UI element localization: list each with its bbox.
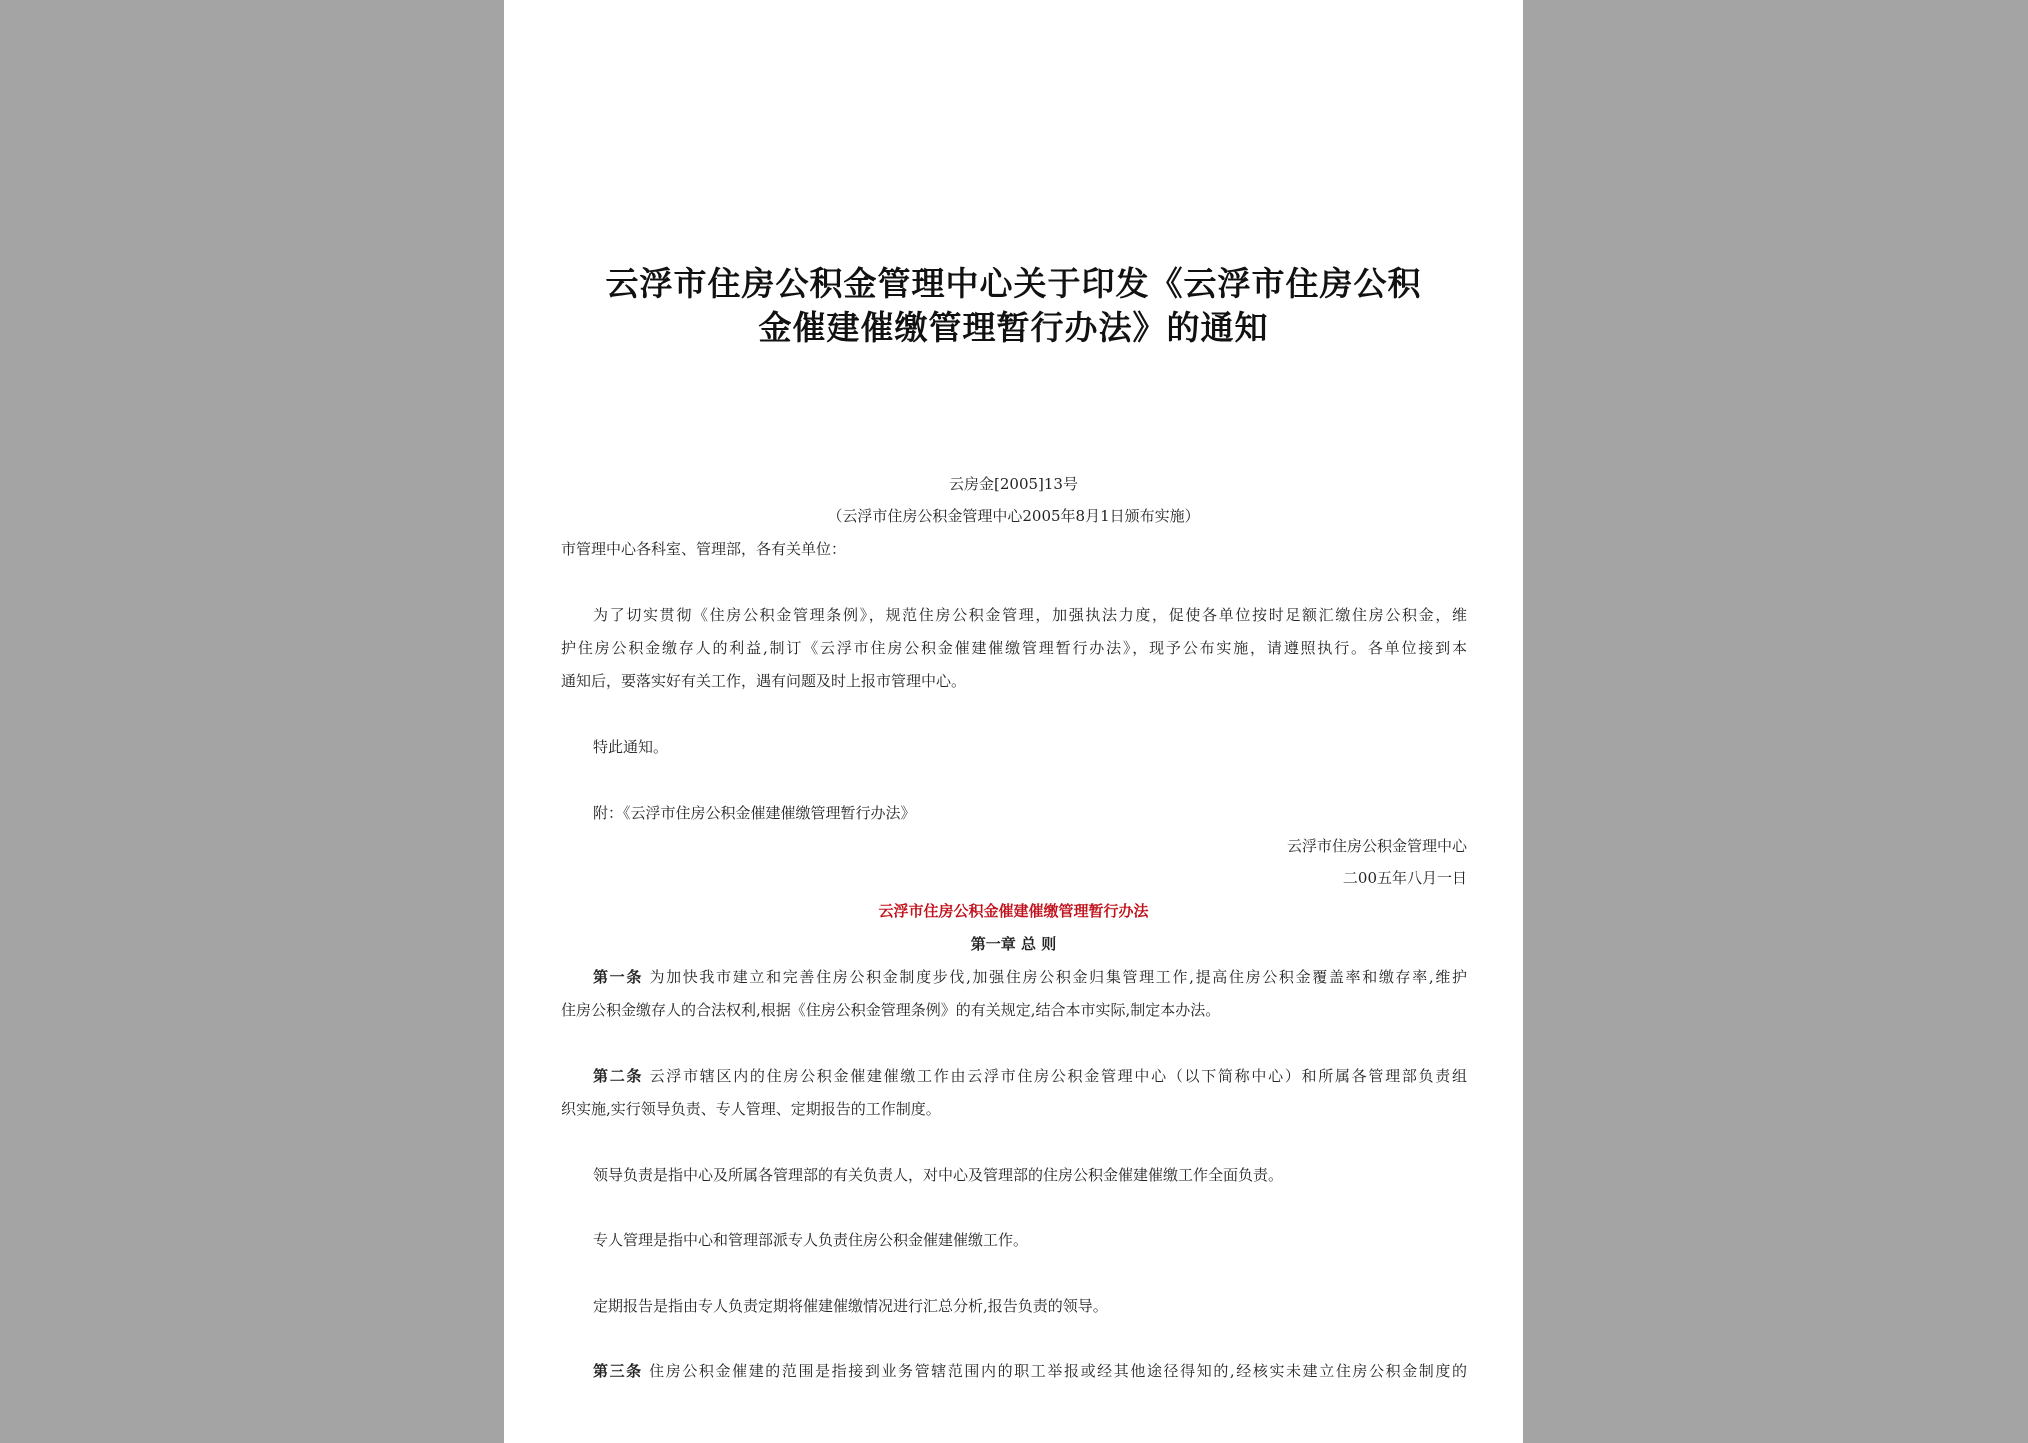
article-1-line-2: 住房公积金缴存人的合法权利,根据《住房公积金管理条例》的有关规定,结合本市实际,制定本办法。	[561, 1001, 1221, 1019]
article-2-line-2: 织实施,实行领导负责、专人管理、定期报告的工作制度。	[561, 1100, 941, 1118]
salutation: 市管理中心各科室、管理部，各有关单位：	[561, 540, 847, 558]
staff-management: 专人管理是指中心和管理部派专人负责住房公积金催建催缴工作。	[593, 1231, 1029, 1249]
article-3-line-1	[593, 1362, 1467, 1380]
body-p1-line-1: 为了切实贯彻《住房公积金管理条例》，规范住房公积金管理，加强执法力度，促使各单位按时足额汇缴住房公积金，维	[593, 606, 1467, 624]
doc-number: 云房金[2005]13号	[949, 475, 1078, 493]
article-3-text: 住房公积金催建的范围是指接到业务管辖范围内的职工举报或经其他途径得知的,经核实未建立住房公积金制度的	[649, 1362, 1467, 1380]
article-1-line-1	[593, 968, 1467, 986]
article-1-label: 第一条	[593, 968, 643, 986]
document-title	[554, 262, 1473, 350]
body-p1-line-2: 护住房公积金缴存人的利益,制订《云浮市住房公积金催建催缴管理暂行办法》，现予公布实施，请遵照执行。各单位接到本	[561, 639, 1467, 657]
issue-note: （云浮市住房公积金管理中心2005年8月1日颁布实施）	[827, 507, 1200, 525]
attachment-note: 附：《云浮市住房公积金催建催缴管理暂行办法》	[593, 804, 916, 822]
issue-date: 二00五年八月一日	[1342, 869, 1467, 887]
regulation-title: 云浮市住房公积金催建催缴管理暂行办法	[878, 902, 1149, 920]
special-notice: 特此通知。	[593, 738, 669, 756]
title-line-2: 金催建催缴管理暂行办法》的通知	[758, 308, 1269, 347]
title-line-1: 云浮市住房公积金管理中心关于印发《云浮市住房公积	[605, 264, 1422, 303]
article-2-text: 云浮市辖区内的住房公积金催建催缴工作由云浮市住房公积金管理中心（以下简称中心）和所属各管理部负责组	[649, 1067, 1467, 1085]
leader-responsibility: 领导负责是指中心及所属各管理部的有关负责人，对中心及管理部的住房公积金催建催缴工作全面负责。	[593, 1166, 1284, 1184]
issuer: 云浮市住房公积金管理中心	[1286, 837, 1467, 855]
article-3-label: 第三条	[593, 1362, 643, 1380]
document-page	[504, 0, 1523, 1443]
article-2-line-1	[593, 1067, 1467, 1085]
chapter-heading: 第一章 总 则	[970, 935, 1057, 953]
regular-report: 定期报告是指由专人负责定期将催建催缴情况进行汇总分析,报告负责的领导。	[593, 1297, 1108, 1315]
article-2-label: 第二条	[593, 1067, 644, 1085]
body-p1-line-3: 通知后，要落实好有关工作，遇有问题及时上报市管理中心。	[561, 672, 967, 690]
article-1-text: 为加快我市建立和完善住房公积金制度步伐,加强住房公积金归集管理工作,提高住房公积金覆盖率和缴存率,维护	[649, 968, 1467, 986]
